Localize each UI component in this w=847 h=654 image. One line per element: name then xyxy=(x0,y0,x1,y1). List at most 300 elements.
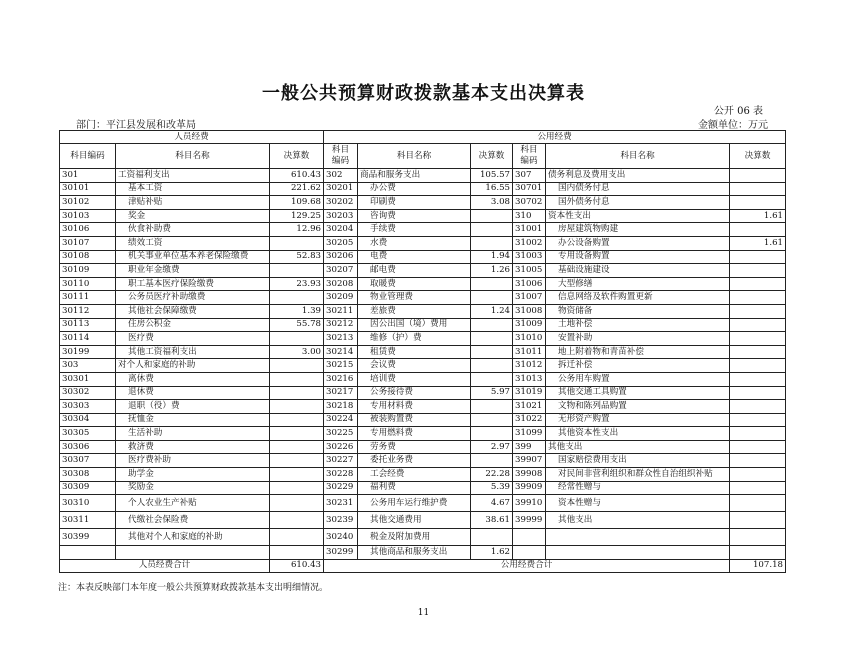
cell-p-amount xyxy=(270,413,324,427)
cell-p-name: 工资福利支出 xyxy=(116,169,270,183)
cell-h-code xyxy=(513,529,546,546)
cell-h-code: 31005 xyxy=(513,264,546,278)
cell-h-name: 大型修缮 xyxy=(546,277,730,291)
cell-h-name: 其他支出 xyxy=(546,512,730,529)
cell-g-code: 30202 xyxy=(324,196,358,210)
cell-g-amount xyxy=(471,400,513,414)
cell-g-name: 因公出国（境）费用 xyxy=(358,318,471,332)
cell-h-code: 31013 xyxy=(513,372,546,386)
cell-g-name: 其他商品和服务支出 xyxy=(358,546,471,560)
cell-p-amount xyxy=(270,454,324,468)
cell-p-code: 30110 xyxy=(60,277,116,291)
cell-p-code: 30301 xyxy=(60,372,116,386)
cell-h-code: 31002 xyxy=(513,236,546,250)
cell-h-code: 31010 xyxy=(513,332,546,346)
col-header-p-code: 科目编码 xyxy=(60,144,116,169)
cell-g-name: 印刷费 xyxy=(358,196,471,210)
col-header-h-amount: 决算数 xyxy=(730,144,786,169)
cell-p-code: 30310 xyxy=(60,495,116,512)
cell-p-amount xyxy=(270,291,324,305)
cell-h-amount: 1.61 xyxy=(730,209,786,223)
cell-g-code: 30203 xyxy=(324,209,358,223)
footnote: 注：本表反映部门本年度一般公共预算财政拨款基本支出明细情况。 xyxy=(58,583,329,593)
cell-h-code: 39910 xyxy=(513,495,546,512)
cell-g-amount xyxy=(471,223,513,237)
cell-g-amount xyxy=(471,318,513,332)
cell-g-name: 咨询费 xyxy=(358,209,471,223)
cell-h-name: 房屋建筑物购建 xyxy=(546,223,730,237)
cell-g-name: 税金及附加费用 xyxy=(358,529,471,546)
table-row xyxy=(60,345,786,359)
cell-h-amount xyxy=(730,223,786,237)
cell-g-name: 会议费 xyxy=(358,359,471,373)
page-number: 11 xyxy=(417,608,430,618)
cell-p-amount: 23.93 xyxy=(270,277,324,291)
cell-p-code: 30106 xyxy=(60,223,116,237)
cell-g-code: 30231 xyxy=(324,495,358,512)
cell-h-code: 31011 xyxy=(513,345,546,359)
cell-h-name: 文物和陈列品购置 xyxy=(546,400,730,414)
cell-h-name: 公务用车购置 xyxy=(546,372,730,386)
cell-h-amount xyxy=(730,264,786,278)
col-header-g-code: 科目 编码 xyxy=(324,144,358,169)
cell-p-amount xyxy=(270,372,324,386)
personnel-header: 人员经费 xyxy=(60,131,324,144)
table-row xyxy=(60,546,786,560)
cell-h-name: 信息网络及软件购置更新 xyxy=(546,291,730,305)
cell-g-amount xyxy=(471,236,513,250)
cell-h-code: 31001 xyxy=(513,223,546,237)
cell-h-name: 土地补偿 xyxy=(546,318,730,332)
cell-p-amount xyxy=(270,546,324,560)
cell-g-amount: 2.97 xyxy=(471,440,513,454)
cell-h-amount: 1.61 xyxy=(730,236,786,250)
col-header-h-name: 科目名称 xyxy=(546,144,730,169)
cell-p-code: 30114 xyxy=(60,332,116,346)
cell-g-amount xyxy=(471,277,513,291)
cell-p-code: 30199 xyxy=(60,345,116,359)
cell-h-code: 31008 xyxy=(513,304,546,318)
cell-p-amount xyxy=(270,481,324,495)
cell-h-code: 31012 xyxy=(513,359,546,373)
cell-h-amount xyxy=(730,400,786,414)
cell-p-code: 303 xyxy=(60,359,116,373)
cell-p-amount: 12.96 xyxy=(270,223,324,237)
cell-h-amount xyxy=(730,495,786,512)
cell-p-amount xyxy=(270,495,324,512)
personnel-total-label: 人员经费合计 xyxy=(60,559,270,572)
table-row xyxy=(60,427,786,441)
cell-g-code: 30225 xyxy=(324,427,358,441)
cell-g-code: 30209 xyxy=(324,291,358,305)
cell-p-amount xyxy=(270,440,324,454)
cell-p-code: 30302 xyxy=(60,386,116,400)
cell-h-code: 31007 xyxy=(513,291,546,305)
cell-g-amount: 4.67 xyxy=(471,495,513,512)
cell-g-name: 邮电费 xyxy=(358,264,471,278)
cell-g-amount: 16.55 xyxy=(471,182,513,196)
table-row xyxy=(60,332,786,346)
cell-h-amount xyxy=(730,345,786,359)
cell-g-code: 30217 xyxy=(324,386,358,400)
cell-h-name: 资本性赠与 xyxy=(546,495,730,512)
cell-g-name: 培训费 xyxy=(358,372,471,386)
cell-h-amount xyxy=(730,332,786,346)
cell-g-amount: 1.94 xyxy=(471,250,513,264)
cell-h-amount xyxy=(730,413,786,427)
cell-p-name: 机关事业单位基本养老保险缴费 xyxy=(116,250,270,264)
cell-p-code: 30304 xyxy=(60,413,116,427)
cell-g-amount: 1.62 xyxy=(471,546,513,560)
cell-h-amount xyxy=(730,546,786,560)
cell-p-name: 对个人和家庭的补助 xyxy=(116,359,270,373)
cell-p-code: 30306 xyxy=(60,440,116,454)
table-row xyxy=(60,386,786,400)
table-row xyxy=(60,512,786,529)
cell-p-name: 生活补助 xyxy=(116,427,270,441)
cell-p-code: 30101 xyxy=(60,182,116,196)
cell-h-amount xyxy=(730,386,786,400)
cell-p-amount xyxy=(270,264,324,278)
totals-row xyxy=(60,559,786,572)
table-row xyxy=(60,182,786,196)
cell-p-amount: 52.83 xyxy=(270,250,324,264)
cell-p-name: 职业年金缴费 xyxy=(116,264,270,278)
cell-g-amount xyxy=(471,413,513,427)
expenditure-table xyxy=(59,130,786,573)
cell-h-code: 30701 xyxy=(513,182,546,196)
cell-g-amount xyxy=(471,427,513,441)
cell-h-code: 310 xyxy=(513,209,546,223)
cell-h-code: 399 xyxy=(513,440,546,454)
table-number: 公开 06 表 xyxy=(713,106,763,117)
cell-g-amount xyxy=(471,345,513,359)
unit-label: 金额单位：万元 xyxy=(698,120,768,131)
table-row xyxy=(60,400,786,414)
cell-p-code: 30102 xyxy=(60,196,116,210)
cell-g-code: 30211 xyxy=(324,304,358,318)
cell-h-amount xyxy=(730,372,786,386)
cell-g-name: 工会经费 xyxy=(358,468,471,482)
table-row xyxy=(60,359,786,373)
cell-g-name: 维修（护）费 xyxy=(358,332,471,346)
cell-h-amount xyxy=(730,427,786,441)
cell-h-amount xyxy=(730,512,786,529)
cell-p-code: 30111 xyxy=(60,291,116,305)
cell-h-name: 其他交通工具购置 xyxy=(546,386,730,400)
cell-h-amount xyxy=(730,529,786,546)
personnel-total-value: 610.43 xyxy=(270,559,324,572)
cell-p-amount xyxy=(270,359,324,373)
cell-p-code: 30308 xyxy=(60,468,116,482)
cell-g-name: 办公费 xyxy=(358,182,471,196)
cell-g-name: 公务用车运行维护费 xyxy=(358,495,471,512)
table-row xyxy=(60,440,786,454)
cell-p-name xyxy=(116,546,270,560)
cell-g-name: 劳务费 xyxy=(358,440,471,454)
cell-g-name: 手续费 xyxy=(358,223,471,237)
cell-h-name: 物资储备 xyxy=(546,304,730,318)
table-row xyxy=(60,209,786,223)
public-total-value: 107.18 xyxy=(730,559,786,572)
cell-p-amount xyxy=(270,400,324,414)
cell-g-code: 30299 xyxy=(324,546,358,560)
cell-h-name xyxy=(546,529,730,546)
cell-h-amount xyxy=(730,291,786,305)
cell-p-code: 30399 xyxy=(60,529,116,546)
cell-g-name: 福利费 xyxy=(358,481,471,495)
cell-p-code: 30103 xyxy=(60,209,116,223)
cell-g-code: 30239 xyxy=(324,512,358,529)
table-row xyxy=(60,481,786,495)
cell-p-name: 其他社会保障缴费 xyxy=(116,304,270,318)
cell-g-amount xyxy=(471,529,513,546)
cell-h-code: 30702 xyxy=(513,196,546,210)
cell-h-name: 其他资本性支出 xyxy=(546,427,730,441)
cell-p-amount xyxy=(270,386,324,400)
col-header-g-amount: 决算数 xyxy=(471,144,513,169)
cell-p-code: 30309 xyxy=(60,481,116,495)
cell-p-amount xyxy=(270,236,324,250)
cell-g-amount xyxy=(471,359,513,373)
cell-h-amount xyxy=(730,468,786,482)
cell-g-code: 30206 xyxy=(324,250,358,264)
public-total-label: 公用经费合计 xyxy=(324,559,730,572)
table-row xyxy=(60,250,786,264)
cell-p-name: 其他对个人和家庭的补助 xyxy=(116,529,270,546)
cell-p-name: 个人农业生产补贴 xyxy=(116,495,270,512)
table-row xyxy=(60,264,786,278)
cell-h-name: 对民间非营利组织和群众性自治组织补贴 xyxy=(546,468,730,482)
cell-g-amount: 1.24 xyxy=(471,304,513,318)
cell-p-code: 30307 xyxy=(60,454,116,468)
col-header-p-amount: 决算数 xyxy=(270,144,324,169)
cell-g-amount xyxy=(471,209,513,223)
cell-p-code: 301 xyxy=(60,169,116,183)
cell-p-code: 30108 xyxy=(60,250,116,264)
table-row xyxy=(60,318,786,332)
cell-g-name: 委托业务费 xyxy=(358,454,471,468)
cell-g-code: 302 xyxy=(324,169,358,183)
cell-h-code: 31019 xyxy=(513,386,546,400)
cell-h-amount xyxy=(730,481,786,495)
cell-p-code: 30311 xyxy=(60,512,116,529)
cell-g-name: 专用燃料费 xyxy=(358,427,471,441)
cell-p-code: 30109 xyxy=(60,264,116,278)
cell-p-code: 30113 xyxy=(60,318,116,332)
cell-p-amount: 610.43 xyxy=(270,169,324,183)
public-header: 公用经费 xyxy=(324,131,786,144)
cell-p-amount xyxy=(270,468,324,482)
cell-p-name: 代缴社会保险费 xyxy=(116,512,270,529)
cell-g-code: 30201 xyxy=(324,182,358,196)
cell-p-name: 奖金 xyxy=(116,209,270,223)
cell-g-code: 30205 xyxy=(324,236,358,250)
cell-h-amount xyxy=(730,304,786,318)
cell-g-code: 30226 xyxy=(324,440,358,454)
cell-p-amount: 109.68 xyxy=(270,196,324,210)
cell-p-name: 救济费 xyxy=(116,440,270,454)
cell-g-amount xyxy=(471,332,513,346)
cell-g-name: 专用材料费 xyxy=(358,400,471,414)
cell-g-amount xyxy=(471,291,513,305)
cell-g-name: 商品和服务支出 xyxy=(358,169,471,183)
cell-g-amount: 3.08 xyxy=(471,196,513,210)
cell-p-code: 30303 xyxy=(60,400,116,414)
cell-g-code: 30218 xyxy=(324,400,358,414)
cell-h-name: 安置补助 xyxy=(546,332,730,346)
cell-h-name: 资本性支出 xyxy=(546,209,730,223)
cell-h-code: 31006 xyxy=(513,277,546,291)
cell-g-code: 30228 xyxy=(324,468,358,482)
cell-h-code: 39999 xyxy=(513,512,546,529)
cell-p-name: 津贴补贴 xyxy=(116,196,270,210)
cell-h-amount xyxy=(730,318,786,332)
cell-p-name: 医疗费 xyxy=(116,332,270,346)
cell-g-amount xyxy=(471,372,513,386)
cell-g-code: 30213 xyxy=(324,332,358,346)
cell-p-name: 助学金 xyxy=(116,468,270,482)
cell-p-name: 其他工资福利支出 xyxy=(116,345,270,359)
cell-g-name: 电费 xyxy=(358,250,471,264)
cell-h-code: 31021 xyxy=(513,400,546,414)
cell-h-name: 债务利息及费用支出 xyxy=(546,169,730,183)
cell-g-code: 30207 xyxy=(324,264,358,278)
cell-p-name: 退职（役）费 xyxy=(116,400,270,414)
cell-p-name: 奖励金 xyxy=(116,481,270,495)
table-row xyxy=(60,454,786,468)
table-row xyxy=(60,277,786,291)
cell-g-code: 30215 xyxy=(324,359,358,373)
cell-g-name: 取暖费 xyxy=(358,277,471,291)
cell-g-amount: 38.61 xyxy=(471,512,513,529)
table-row xyxy=(60,236,786,250)
cell-h-name: 办公设备购置 xyxy=(546,236,730,250)
cell-p-name: 抚恤金 xyxy=(116,413,270,427)
cell-h-name: 经常性赠与 xyxy=(546,481,730,495)
cell-h-code xyxy=(513,546,546,560)
cell-g-name: 公务接待费 xyxy=(358,386,471,400)
cell-h-code: 31099 xyxy=(513,427,546,441)
cell-h-name: 拆迁补偿 xyxy=(546,359,730,373)
cell-g-name: 被装购置费 xyxy=(358,413,471,427)
cell-h-code: 31009 xyxy=(513,318,546,332)
cell-g-name: 其他交通费用 xyxy=(358,512,471,529)
cell-h-name: 国内债务付息 xyxy=(546,182,730,196)
cell-g-code: 30212 xyxy=(324,318,358,332)
table-row xyxy=(60,413,786,427)
table-row xyxy=(60,223,786,237)
cell-g-code: 30216 xyxy=(324,372,358,386)
cell-p-amount: 55.78 xyxy=(270,318,324,332)
table-row xyxy=(60,495,786,512)
cell-p-name: 医疗费补助 xyxy=(116,454,270,468)
cell-g-code: 30208 xyxy=(324,277,358,291)
table-row xyxy=(60,468,786,482)
table-row xyxy=(60,291,786,305)
cell-g-amount: 5.39 xyxy=(471,481,513,495)
cell-h-amount xyxy=(730,196,786,210)
col-header-h-code: 科目 编码 xyxy=(513,144,546,169)
cell-g-name: 物业管理费 xyxy=(358,291,471,305)
cell-p-name: 住房公积金 xyxy=(116,318,270,332)
cell-p-amount xyxy=(270,512,324,529)
cell-p-amount: 129.25 xyxy=(270,209,324,223)
table-row xyxy=(60,169,786,183)
cell-h-amount xyxy=(730,277,786,291)
cell-g-amount: 22.28 xyxy=(471,468,513,482)
cell-h-amount xyxy=(730,359,786,373)
cell-h-name: 国家赔偿费用支出 xyxy=(546,454,730,468)
cell-g-code: 30229 xyxy=(324,481,358,495)
cell-p-name: 基本工资 xyxy=(116,182,270,196)
cell-h-amount xyxy=(730,454,786,468)
cell-h-name: 其他支出 xyxy=(546,440,730,454)
cell-p-amount xyxy=(270,529,324,546)
col-header-p-name: 科目名称 xyxy=(116,144,270,169)
cell-p-code: 30107 xyxy=(60,236,116,250)
cell-g-code: 30214 xyxy=(324,345,358,359)
cell-h-name xyxy=(546,546,730,560)
cell-h-name: 无形资产购置 xyxy=(546,413,730,427)
cell-p-amount: 221.62 xyxy=(270,182,324,196)
col-header-g-name: 科目名称 xyxy=(358,144,471,169)
cell-h-name: 国外债务付息 xyxy=(546,196,730,210)
cell-p-amount: 3.00 xyxy=(270,345,324,359)
cell-p-code: 30112 xyxy=(60,304,116,318)
cell-p-amount xyxy=(270,427,324,441)
cell-p-name: 离休费 xyxy=(116,372,270,386)
cell-h-code: 39908 xyxy=(513,468,546,482)
cell-p-name: 公务员医疗补助缴费 xyxy=(116,291,270,305)
table-row xyxy=(60,304,786,318)
cell-g-amount xyxy=(471,454,513,468)
cell-p-code xyxy=(60,546,116,560)
cell-g-code: 30204 xyxy=(324,223,358,237)
cell-h-amount xyxy=(730,440,786,454)
cell-p-name: 伙食补助费 xyxy=(116,223,270,237)
cell-g-code: 30240 xyxy=(324,529,358,546)
cell-p-code: 30305 xyxy=(60,427,116,441)
cell-h-code: 31022 xyxy=(513,413,546,427)
cell-h-code: 39909 xyxy=(513,481,546,495)
report-title: 一般公共预算财政拨款基本支出决算表 xyxy=(262,83,585,104)
cell-h-amount xyxy=(730,169,786,183)
cell-g-name: 差旅费 xyxy=(358,304,471,318)
table-row xyxy=(60,529,786,546)
cell-g-name: 水费 xyxy=(358,236,471,250)
cell-g-amount: 1.26 xyxy=(471,264,513,278)
cell-p-amount xyxy=(270,332,324,346)
cell-g-amount: 5.97 xyxy=(471,386,513,400)
cell-g-code: 30224 xyxy=(324,413,358,427)
cell-h-code: 307 xyxy=(513,169,546,183)
cell-g-name: 租赁费 xyxy=(358,345,471,359)
cell-h-name: 专用设备购置 xyxy=(546,250,730,264)
cell-h-name: 基础设施建设 xyxy=(546,264,730,278)
table-row xyxy=(60,372,786,386)
cell-p-name: 退休费 xyxy=(116,386,270,400)
cell-p-name: 绩效工资 xyxy=(116,236,270,250)
cell-g-code: 30227 xyxy=(324,454,358,468)
cell-p-name: 职工基本医疗保险缴费 xyxy=(116,277,270,291)
cell-h-amount xyxy=(730,182,786,196)
cell-h-amount xyxy=(730,250,786,264)
cell-p-amount: 1.39 xyxy=(270,304,324,318)
cell-h-name: 地上附着物和青苗补偿 xyxy=(546,345,730,359)
cell-h-code: 31003 xyxy=(513,250,546,264)
department-label: 部门：平江县发展和改革局 xyxy=(76,120,196,131)
